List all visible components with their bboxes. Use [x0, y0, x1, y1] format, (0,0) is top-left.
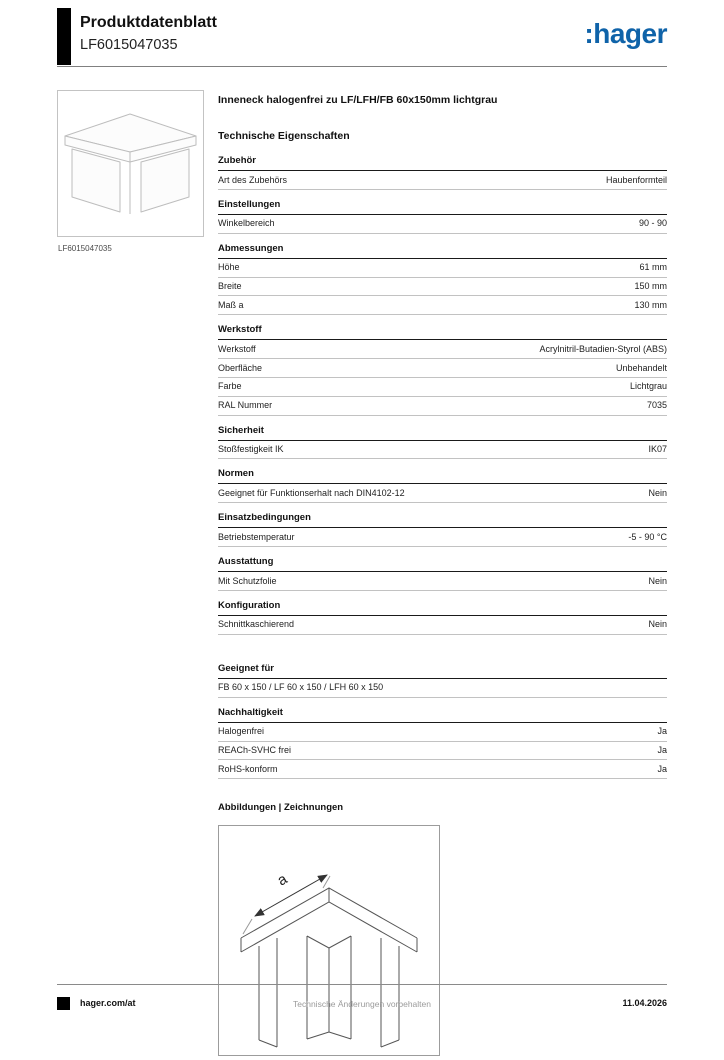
- spec-section: [218, 556, 667, 591]
- spec-section: [218, 324, 667, 415]
- spec-value: Haubenformteil: [605, 174, 667, 185]
- spec-row: [218, 278, 667, 297]
- spec-label: Winkelbereich: [218, 218, 275, 229]
- spec-value: 61 mm: [639, 262, 667, 273]
- spec-section-heading: Geeignet für: [218, 663, 667, 679]
- product-image-caption: LF6015047035: [58, 244, 112, 253]
- print-registration-mark-bottom: [57, 997, 70, 1010]
- spec-value: Ja: [657, 763, 667, 774]
- technical-drawing: [218, 825, 440, 1056]
- footer-divider: [57, 984, 667, 985]
- technical-drawing-svg: [219, 826, 439, 1055]
- spec-section-heading: Einsatzbedingungen: [218, 512, 667, 528]
- spec-section: [218, 663, 667, 698]
- spec-row: [218, 679, 667, 698]
- spec-row: [218, 441, 667, 460]
- spec-label: Schnittkaschierend: [218, 619, 295, 630]
- spec-value: Acrylnitril-Butadien-Styrol (ABS): [539, 343, 667, 354]
- spec-section: [218, 600, 667, 635]
- spec-label: Geeignet für Funktionserhalt nach DIN4102-12: [218, 487, 405, 498]
- product-name: Inneneck halogenfrei zu LF/LFH/FB 60x150mm lichtgrau: [218, 94, 498, 106]
- spec-value: 130 mm: [634, 299, 667, 310]
- spec-row: [218, 171, 667, 190]
- drawings-title: Abbildungen | Zeichnungen: [218, 802, 344, 814]
- spec-section-heading: Werkstoff: [218, 324, 667, 340]
- spec-row: [218, 742, 667, 761]
- spec-label: Stoßfestigkeit IK: [218, 444, 284, 455]
- dimension-a-label: a: [274, 870, 291, 890]
- spec-label: Halogenfrei: [218, 726, 265, 737]
- product-id: LF6015047035: [80, 37, 178, 53]
- spec-row: [218, 296, 667, 315]
- spec-label: Breite: [218, 281, 242, 292]
- spec-section: [218, 425, 667, 460]
- spec-value: 150 mm: [634, 281, 667, 292]
- spec-section-heading: Abmessungen: [218, 243, 667, 259]
- spec-row: [218, 528, 667, 547]
- spec-row: [218, 616, 667, 635]
- spec-value: Nein: [648, 619, 667, 630]
- spec-section-heading: Sicherheit: [218, 425, 667, 441]
- spec-section: [218, 155, 667, 190]
- header-divider: [57, 66, 667, 67]
- spec-label: Farbe: [218, 381, 242, 392]
- footer-date: 11.04.2026: [622, 998, 667, 1008]
- spec-label: Maß a: [218, 299, 244, 310]
- spec-section: [218, 199, 667, 234]
- spec-row: [218, 397, 667, 416]
- tech-properties-title: Technische Eigenschaften: [218, 130, 350, 142]
- spec-row: [218, 359, 667, 378]
- spec-section: [218, 243, 667, 316]
- spec-label: RAL Nummer: [218, 400, 273, 411]
- spec-row: [218, 484, 667, 503]
- spec-section-heading: Nachhaltigkeit: [218, 707, 667, 723]
- spec-value: -5 - 90 °C: [628, 531, 667, 542]
- spec-row: [218, 259, 667, 278]
- spec-row: [218, 723, 667, 742]
- spec-value: IK07: [648, 444, 667, 455]
- spec-value: Nein: [648, 487, 667, 498]
- spec-section: [218, 468, 667, 503]
- hager-logo: :hager: [584, 18, 667, 49]
- product-image: [57, 90, 204, 237]
- spec-sections: [218, 155, 667, 779]
- product-image-drawing: [58, 91, 203, 236]
- spec-section-heading: Normen: [218, 468, 667, 484]
- spec-value: Ja: [657, 726, 667, 737]
- footer-notice: Technische Änderungen vorbehalten: [293, 999, 431, 1009]
- content-column: [218, 94, 667, 1056]
- spec-row: [218, 378, 667, 397]
- spec-row: [218, 215, 667, 234]
- spec-value: Lichtgrau: [629, 381, 667, 392]
- spec-label: Höhe: [218, 262, 240, 273]
- spec-section-heading: Einstellungen: [218, 199, 667, 215]
- spec-label: Betriebstemperatur: [218, 531, 295, 542]
- spec-row: [218, 340, 667, 359]
- print-registration-mark-top: [57, 8, 71, 65]
- spec-section-heading: Zubehör: [218, 155, 667, 171]
- spec-row: [218, 760, 667, 779]
- spec-value: Ja: [657, 745, 667, 755]
- spec-value: Unbehandelt: [615, 362, 667, 373]
- spec-label: FB 60 x 150 / LF 60 x 150 / LFH 60 x 150: [218, 682, 384, 693]
- spec-section-heading: Ausstattung: [218, 556, 667, 572]
- spec-section: [218, 707, 667, 780]
- spec-section-heading: Konfiguration: [218, 600, 667, 616]
- spec-label: REACh-SVHC frei: [218, 745, 292, 755]
- spec-value: 7035: [646, 400, 667, 411]
- spec-value: Nein: [648, 575, 667, 586]
- footer-website-link[interactable]: hager.com/at: [80, 998, 136, 1008]
- document-title: Produktdatenblatt: [80, 14, 217, 31]
- spec-value: 90 - 90: [638, 218, 667, 229]
- spec-label: Werkstoff: [218, 343, 256, 354]
- spec-row: [218, 572, 667, 591]
- spec-label: Mit Schutzfolie: [218, 575, 277, 586]
- spec-label: Art des Zubehörs: [218, 174, 288, 185]
- spec-label: RoHS-konform: [218, 763, 278, 774]
- spec-section: [218, 512, 667, 547]
- spec-label: Oberfläche: [218, 362, 263, 373]
